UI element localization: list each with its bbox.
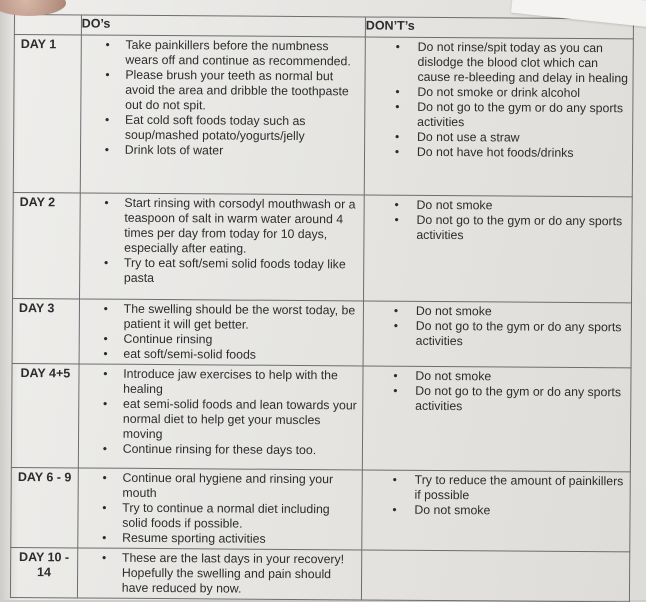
bullet-icon: •	[103, 255, 109, 270]
donts-list	[364, 195, 631, 246]
do-item	[81, 112, 360, 144]
item-text: Do not go to the gym or do any sports activities	[415, 318, 622, 349]
donts-list	[362, 470, 629, 521]
donts-cell	[362, 470, 631, 552]
day-cell	[11, 467, 78, 547]
bullet-icon: •	[394, 212, 399, 227]
item-text: Do not rinse/spit today as you can dislodge the blood clot which can cause re-bleeding and delay in healing	[417, 39, 629, 86]
item-text: Introduce jaw exercises to help with the healing	[123, 366, 338, 397]
item-text: Start rinsing with corsodyl mouthwash or a teaspoon of salt in warm water around 4 times per day from today for 10 days, especially after eating.	[124, 195, 356, 256]
do-item	[79, 441, 358, 458]
item-text: Do not smoke	[415, 303, 492, 319]
item-text: Eat cold soft foods today such as soup/mashed potato/yogurts/jelly	[124, 112, 306, 144]
donts-list	[363, 366, 630, 417]
item-text: Do not smoke	[416, 197, 493, 213]
do-item	[80, 255, 359, 287]
day-label: DAY 1	[20, 37, 57, 52]
donts-cell	[362, 366, 631, 472]
dos-list	[80, 193, 364, 289]
item-text: Try to continue a normal diet including solid foods if possible.	[122, 500, 330, 531]
item-text: Do not smoke or drink alcohol	[417, 84, 581, 100]
header-donts: DON’T’s	[365, 17, 633, 39]
do-item	[79, 396, 358, 443]
day-cell	[12, 298, 79, 363]
table-row	[11, 363, 631, 471]
do-item	[81, 37, 360, 69]
table-row	[11, 467, 631, 551]
table-row	[12, 298, 631, 367]
day-cell	[11, 363, 78, 467]
dos-cell	[78, 468, 363, 550]
header-dos: DO’s	[81, 15, 365, 37]
dos-cell	[77, 548, 361, 600]
bullet-icon: •	[101, 550, 107, 565]
table-body	[10, 35, 633, 602]
dos-list	[78, 468, 362, 549]
do-item	[81, 67, 360, 114]
day-label: DAY 3	[18, 301, 55, 316]
item-text: Do not use a straw	[417, 129, 520, 145]
day-cell	[13, 192, 81, 298]
bullet-icon: •	[102, 441, 107, 456]
bullet-icon: •	[104, 195, 109, 210]
bullet-icon: •	[103, 346, 108, 361]
day-cell	[13, 35, 81, 193]
bullet-icon: •	[105, 37, 110, 52]
item-text: Continue rinsing	[123, 331, 213, 347]
donts-list	[364, 301, 631, 352]
item-text: These are the last days in your recovery! Hopefully the swelling and pain should have reduced by now.	[121, 550, 345, 596]
bullet-icon: •	[394, 197, 399, 212]
bullet-icon: •	[395, 99, 400, 114]
item-text: Do not go to the gym or do any sports activities	[417, 99, 624, 130]
item-text: Take painkillers before the numbness wears off and continue as recommended.	[125, 37, 351, 69]
do-item	[78, 500, 357, 532]
item-text: Drink lots of water	[124, 142, 224, 158]
table-row	[10, 547, 629, 601]
dos-cell	[79, 299, 364, 366]
day-label: DAY 4+5	[20, 366, 71, 381]
do-item	[78, 530, 357, 547]
item-text: Please brush your teeth as normal but avoid the area and dribble the toothpaste out do not spit.	[125, 67, 349, 113]
item-text: Continue oral hygiene and rinsing your mouth	[122, 470, 334, 501]
bullet-icon: •	[105, 67, 110, 82]
donts-cell	[364, 37, 633, 197]
bullet-icon: •	[102, 530, 107, 545]
day-label: DAY 6 - 9	[17, 470, 72, 485]
item-text: Continue rinsing for these days too.	[122, 441, 317, 458]
day-cell	[10, 547, 77, 597]
do-item	[79, 346, 358, 363]
dont-item	[362, 502, 625, 519]
item-text: Try to eat soft/semi solid foods today like pasta	[123, 255, 346, 285]
item-text: eat semi-solid foods and lean towards your normal diet to help get your muscles moving	[122, 396, 357, 442]
do-item	[79, 366, 358, 398]
bullet-icon: •	[392, 502, 397, 517]
item-text: Resume sporting activities	[122, 530, 266, 546]
dont-item	[365, 39, 628, 86]
aftercare-table	[10, 14, 634, 602]
day-label: DAY 2	[19, 195, 56, 210]
do-item	[80, 301, 359, 333]
bullet-icon: •	[395, 39, 400, 54]
care-table-wrapper	[14, 14, 638, 596]
item-text: The swelling should be the worst today, be patient it will get better.	[123, 301, 356, 332]
bullet-icon: •	[103, 301, 108, 316]
dos-list	[81, 35, 365, 161]
item-text: Do not smoke	[415, 368, 492, 384]
do-item	[78, 550, 357, 597]
bullet-icon: •	[392, 472, 397, 487]
bullet-icon: •	[104, 112, 110, 127]
do-item	[81, 142, 360, 159]
day-label: DAY 10 - 14	[19, 550, 70, 580]
dos-list	[79, 364, 363, 460]
dont-item	[363, 472, 626, 504]
bullet-icon: •	[393, 368, 398, 383]
do-item	[80, 195, 360, 257]
donts-cell	[361, 550, 629, 602]
bullet-icon: •	[395, 129, 400, 144]
bullet-icon: •	[393, 303, 399, 318]
dos-list	[79, 299, 363, 365]
dont-item	[363, 383, 626, 415]
bullet-icon: •	[394, 144, 400, 159]
donts-list	[365, 37, 633, 163]
dos-cell	[78, 364, 363, 470]
dont-item	[365, 99, 628, 131]
item-text: eat soft/semi-solid foods	[123, 346, 257, 362]
dos-cell	[80, 35, 365, 195]
table-row	[13, 192, 633, 302]
bullet-icon: •	[393, 383, 398, 398]
bullet-icon: •	[104, 142, 110, 157]
dont-item	[364, 212, 627, 244]
dont-item	[365, 144, 628, 161]
bullet-icon: •	[103, 331, 108, 346]
dos-cell	[79, 193, 364, 301]
table-row	[13, 35, 633, 197]
donts-cell	[363, 301, 632, 368]
bullet-icon: •	[393, 318, 398, 333]
item-text: Do not go to the gym or do any sports activities	[415, 383, 622, 414]
bullet-icon: •	[103, 366, 108, 381]
do-item	[78, 470, 357, 502]
dos-list	[78, 548, 361, 599]
header-day	[14, 15, 81, 35]
bullet-icon: •	[102, 470, 107, 485]
dont-item	[364, 318, 627, 350]
bullet-icon: •	[395, 84, 400, 99]
bullet-icon: •	[102, 500, 107, 515]
item-text: Try to reduce the amount of painkillers if possible	[414, 472, 624, 503]
item-text: Do not smoke	[414, 502, 491, 518]
item-text: Do not have hot foods/drinks	[416, 144, 574, 160]
bullet-icon: •	[102, 396, 108, 411]
item-text: Do not go to the gym or do any sports activities	[416, 212, 623, 243]
donts-list	[362, 550, 629, 556]
donts-cell	[363, 195, 632, 303]
